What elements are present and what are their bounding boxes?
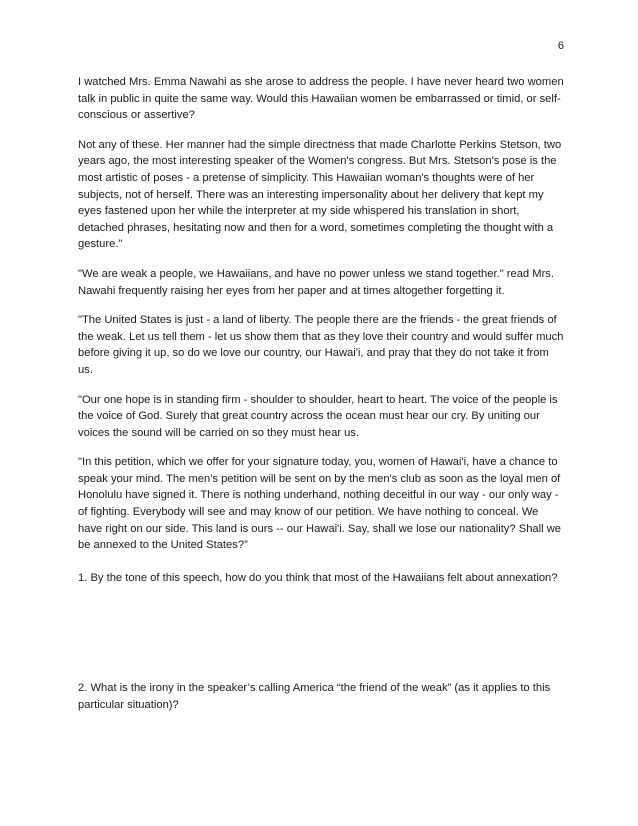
question-2 — [78, 680, 564, 713]
question-1 — [78, 570, 564, 587]
paragraph: "The United States is just - a land of liberty. The people there are the friends - the great friends of the weak. Let us tell them - let us show them that as they love their country and would suffer much before giving it up, so do we love our country, our Hawai'i, and pray that they do not take it from us. — [78, 314, 564, 376]
paragraph: "Our one hope is in standing firm - shoulder to shoulder, heart to heart. The voice of the people is the voice of God. Surely that great country across the ocean must hear our cry. By uniting our voices the sound will be carried on so they must hear us. — [78, 393, 558, 439]
question-text: 1. By the tone of this speech, how do you think that most of the Hawaiians felt about annexation? — [78, 572, 558, 584]
paragraph: "We are weak a people, we Hawaiians, and have no power unless we stand together." read Mrs. Nawahi frequently raising her eyes from her paper and at times altogether forgetting it. — [78, 267, 555, 297]
paragraph: "In this petition, which we offer for your signature today, you, women of Hawai'i, have a chance to speak your mind. The men's petition will be sent on by the men's club as soon as the loyal men of Honolulu have signed it. There is nothing underhand, nothing deceitful in our way - our only way - of fighting. Everybody will see and may know of our petition. We have nothing to conceal. We have right on our side. This land is ours -- our Hawai'i. Say, shall we lose our nationality? Shall we be annexed to the United States?” — [78, 456, 562, 552]
question-text: 2. What is the irony in the speaker’s calling America “the friend of the weak” (as it applies to this particular situation)? — [78, 682, 551, 711]
page-number: 6 — [557, 40, 564, 52]
paragraph: Not any of these. Her manner had the simple directness that made Charlotte Perkins Stetson, two years ago, the most interesting speaker of the Women's congress. But Mrs. Stetson's pose is the most artistic of poses - a pretense of simplicity. This Hawaiian woman's thoughts were of her subjects, not of herself. There was an interesting impersonality about her delivery that kept my eyes fastened upon her while the interpreter at my side whispered his translation in short, detached phrases, hesitating now and then for a word, sometimes completing the thought with a gesture." — [78, 138, 562, 251]
passage-text — [78, 74, 564, 567]
paragraph: I watched Mrs. Emma Nawahi as she arose to address the people. I have never heard two women talk in public in quite the same way. Would this Hawaiian women be embarrassed or timid, or self-conscious or assertive? — [78, 76, 564, 122]
